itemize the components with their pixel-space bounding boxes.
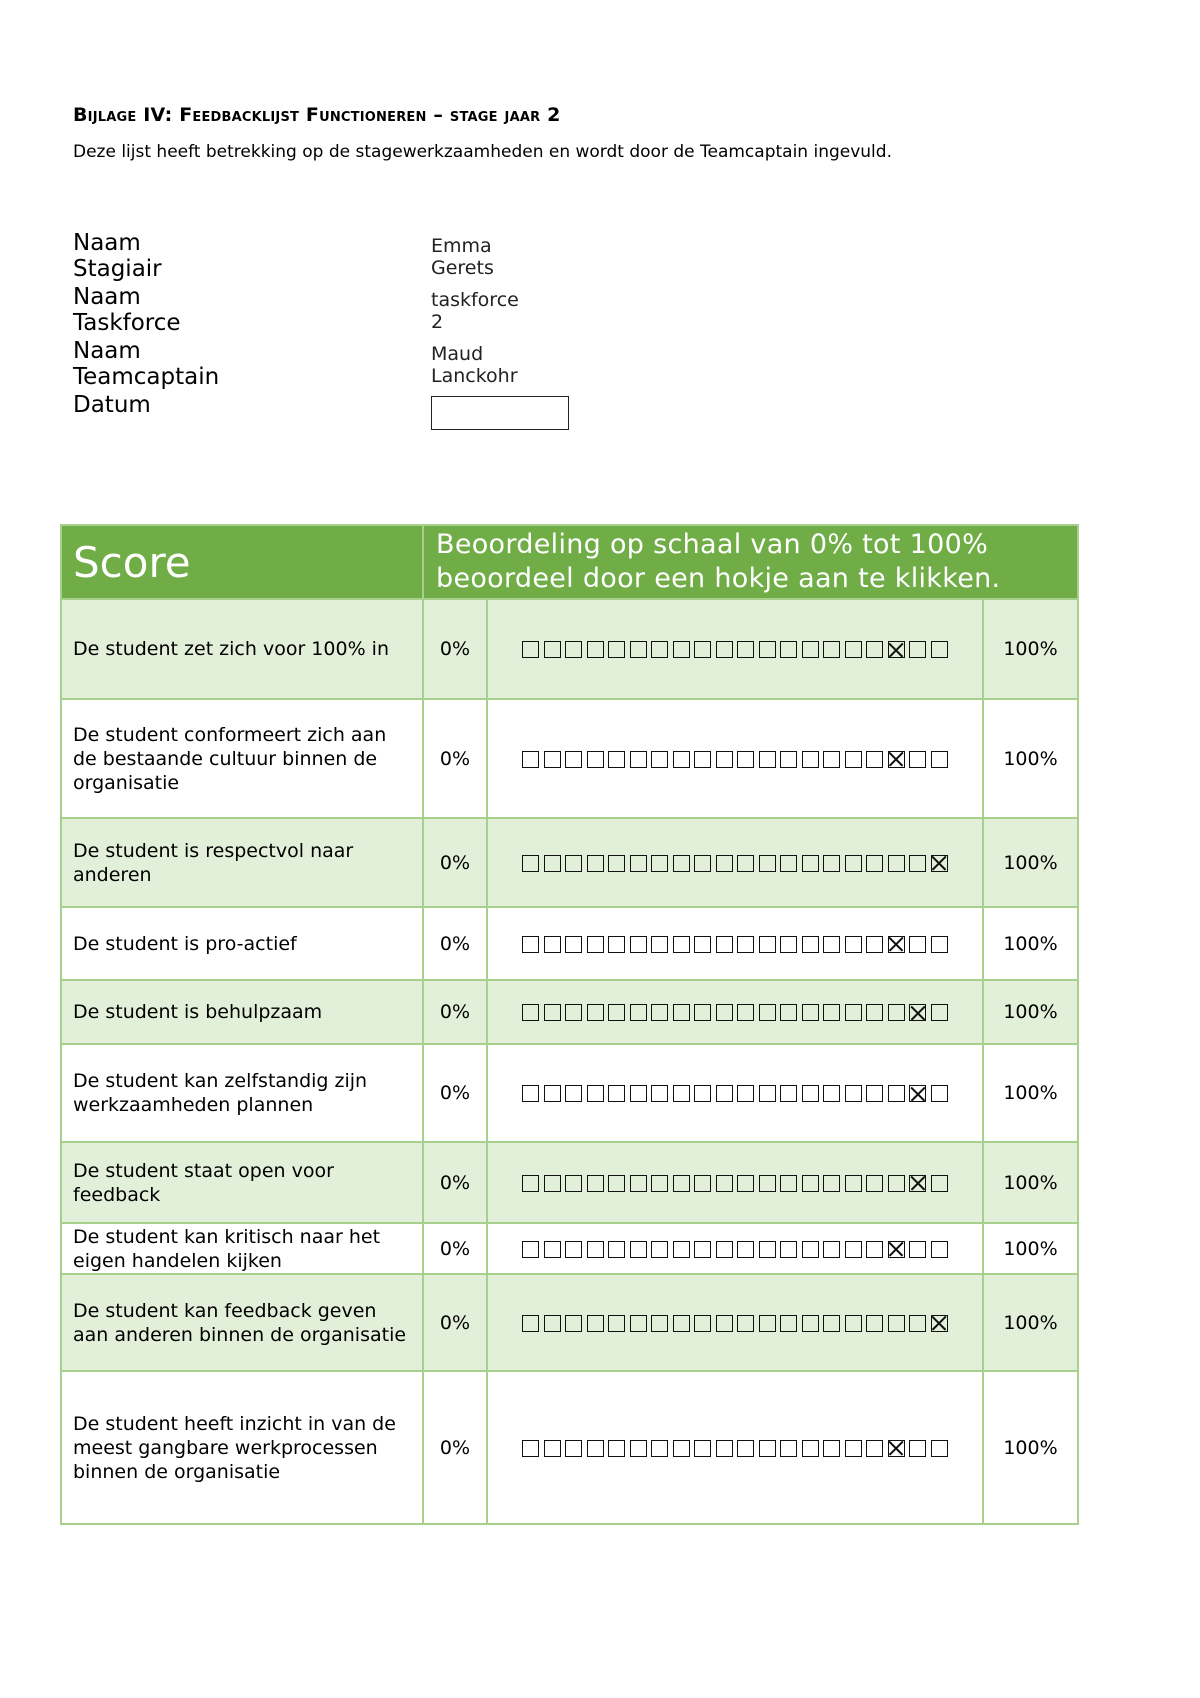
- scale-instruction-line2: beoordeel door een hokje aan te klikken.: [436, 563, 1001, 594]
- rating-checkbox[interactable]: [802, 751, 819, 768]
- rating-checkbox[interactable]: [845, 1085, 862, 1102]
- rating-checkbox-checked[interactable]: [931, 855, 948, 872]
- rating-checkbox[interactable]: [716, 1440, 733, 1457]
- rating-checkbox[interactable]: [737, 1241, 754, 1258]
- scale-max-label: 100%: [983, 980, 1078, 1044]
- rating-checkbox[interactable]: [608, 1315, 625, 1332]
- rating-checkbox-group: [487, 1274, 983, 1371]
- rating-checkbox[interactable]: [737, 1315, 754, 1332]
- rating-checkbox-checked[interactable]: [909, 1085, 926, 1102]
- rating-checkbox-group: [487, 980, 983, 1044]
- score-row: [61, 1371, 1078, 1524]
- rating-checkbox[interactable]: [587, 641, 604, 658]
- rating-checkbox[interactable]: [802, 641, 819, 658]
- rating-checkbox[interactable]: [651, 1241, 668, 1258]
- taskforce-field[interactable]: taskforce 2: [431, 289, 519, 333]
- rating-checkbox[interactable]: [845, 751, 862, 768]
- rating-checkbox[interactable]: [630, 641, 647, 658]
- score-header: Score: [61, 525, 423, 599]
- rating-checkbox[interactable]: [866, 1004, 883, 1021]
- rating-checkbox-checked[interactable]: [909, 1004, 926, 1021]
- rating-checkbox[interactable]: [759, 1175, 776, 1192]
- rating-checkbox[interactable]: [694, 1175, 711, 1192]
- datum-field[interactable]: [431, 396, 569, 430]
- rating-checkbox-group: [487, 1142, 983, 1223]
- rating-checkbox[interactable]: [716, 1315, 733, 1332]
- rating-checkbox[interactable]: [888, 1315, 905, 1332]
- rating-checkbox[interactable]: [737, 751, 754, 768]
- rating-checkbox[interactable]: [694, 1241, 711, 1258]
- rating-checkbox[interactable]: [694, 1004, 711, 1021]
- rating-checkbox[interactable]: [931, 936, 948, 953]
- rating-checkbox[interactable]: [888, 855, 905, 872]
- rating-checkbox[interactable]: [909, 936, 926, 953]
- rating-checkbox[interactable]: [608, 1241, 625, 1258]
- score-row: [61, 1142, 1078, 1223]
- rating-checkbox[interactable]: [759, 936, 776, 953]
- rating-checkbox[interactable]: [759, 1440, 776, 1457]
- rating-checkbox[interactable]: [522, 936, 539, 953]
- rating-checkbox[interactable]: [909, 751, 926, 768]
- rating-checkbox[interactable]: [823, 855, 840, 872]
- rating-checkbox[interactable]: [608, 641, 625, 658]
- criterion-label: De student zet zich voor 100% in: [61, 599, 423, 699]
- rating-checkbox[interactable]: [866, 1085, 883, 1102]
- rating-checkbox[interactable]: [522, 1085, 539, 1102]
- rating-checkbox[interactable]: [630, 1175, 647, 1192]
- rating-checkbox[interactable]: [522, 1004, 539, 1021]
- score-row: [61, 699, 1078, 818]
- rating-checkbox-group: [487, 1044, 983, 1142]
- rating-checkbox[interactable]: [802, 1175, 819, 1192]
- rating-checkbox[interactable]: [587, 1241, 604, 1258]
- rating-checkbox[interactable]: [759, 641, 776, 658]
- rating-checkbox[interactable]: [716, 936, 733, 953]
- rating-checkbox[interactable]: [802, 1315, 819, 1332]
- rating-checkbox[interactable]: [630, 1004, 647, 1021]
- criterion-label: De student is behulpzaam: [61, 980, 423, 1044]
- rating-checkbox[interactable]: [931, 641, 948, 658]
- rating-checkbox[interactable]: [673, 1004, 690, 1021]
- rating-checkbox[interactable]: [931, 751, 948, 768]
- rating-checkbox[interactable]: [823, 1085, 840, 1102]
- rating-checkbox[interactable]: [845, 1004, 862, 1021]
- rating-checkbox[interactable]: [716, 1241, 733, 1258]
- rating-checkbox[interactable]: [565, 1315, 582, 1332]
- scale-max-label: 100%: [983, 1223, 1078, 1274]
- rating-checkbox[interactable]: [608, 1004, 625, 1021]
- rating-checkbox[interactable]: [737, 936, 754, 953]
- rating-checkbox-row: [522, 1440, 948, 1457]
- rating-checkbox[interactable]: [737, 1440, 754, 1457]
- rating-checkbox[interactable]: [651, 1440, 668, 1457]
- rating-checkbox[interactable]: [587, 1004, 604, 1021]
- rating-checkbox[interactable]: [673, 1315, 690, 1332]
- rating-checkbox[interactable]: [565, 641, 582, 658]
- rating-checkbox[interactable]: [737, 641, 754, 658]
- rating-checkbox[interactable]: [544, 1004, 561, 1021]
- rating-checkbox[interactable]: [544, 1085, 561, 1102]
- scale-max-label: 100%: [983, 1274, 1078, 1371]
- score-row: [61, 599, 1078, 699]
- rating-checkbox-checked[interactable]: [931, 1315, 948, 1332]
- rating-checkbox[interactable]: [522, 1175, 539, 1192]
- rating-checkbox[interactable]: [630, 1241, 647, 1258]
- rating-checkbox[interactable]: [673, 1241, 690, 1258]
- rating-checkbox[interactable]: [823, 1175, 840, 1192]
- rating-checkbox[interactable]: [673, 1085, 690, 1102]
- rating-checkbox[interactable]: [759, 1085, 776, 1102]
- teamcaptain-field[interactable]: Maud Lanckohr: [431, 343, 518, 387]
- rating-checkbox[interactable]: [909, 855, 926, 872]
- scale-min-label: 0%: [423, 1274, 487, 1371]
- score-row: [61, 1044, 1078, 1142]
- rating-checkbox[interactable]: [544, 855, 561, 872]
- rating-checkbox-row: [522, 1175, 948, 1192]
- page-title: Bijlage IV: Feedbacklijst Functioneren – stage jaar 2: [73, 104, 561, 126]
- rating-checkbox[interactable]: [608, 936, 625, 953]
- rating-checkbox[interactable]: [651, 936, 668, 953]
- score-table-header: [61, 525, 1078, 599]
- rating-checkbox[interactable]: [866, 751, 883, 768]
- criterion-label: De student conformeert zich aan de bestaande cultuur binnen de organisatie: [61, 699, 423, 818]
- rating-checkbox[interactable]: [630, 936, 647, 953]
- rating-checkbox[interactable]: [544, 936, 561, 953]
- scale-instruction-header: [423, 525, 1078, 599]
- rating-checkbox[interactable]: [565, 1004, 582, 1021]
- rating-checkbox[interactable]: [737, 855, 754, 872]
- rating-checkbox[interactable]: [888, 1004, 905, 1021]
- rating-checkbox[interactable]: [780, 1315, 797, 1332]
- criterion-label: De student kan zelfstandig zijn werkzaamheden plannen: [61, 1044, 423, 1142]
- rating-checkbox[interactable]: [694, 1315, 711, 1332]
- criterion-label: De student is pro-actief: [61, 907, 423, 980]
- rating-checkbox[interactable]: [608, 855, 625, 872]
- rating-checkbox[interactable]: [565, 936, 582, 953]
- rating-checkbox[interactable]: [673, 855, 690, 872]
- rating-checkbox[interactable]: [716, 1085, 733, 1102]
- rating-checkbox[interactable]: [802, 1085, 819, 1102]
- rating-checkbox[interactable]: [759, 1241, 776, 1258]
- rating-checkbox[interactable]: [608, 1440, 625, 1457]
- rating-checkbox[interactable]: [630, 1315, 647, 1332]
- rating-checkbox[interactable]: [845, 1315, 862, 1332]
- rating-checkbox[interactable]: [909, 641, 926, 658]
- rating-checkbox-row: [522, 855, 948, 872]
- rating-checkbox[interactable]: [845, 936, 862, 953]
- rating-checkbox[interactable]: [522, 1315, 539, 1332]
- rating-checkbox[interactable]: [780, 936, 797, 953]
- rating-checkbox[interactable]: [759, 751, 776, 768]
- datum-label: Datum: [73, 392, 151, 418]
- rating-checkbox[interactable]: [587, 855, 604, 872]
- rating-checkbox[interactable]: [630, 1440, 647, 1457]
- criterion-label: De student staat open voor feedback: [61, 1142, 423, 1223]
- rating-checkbox[interactable]: [866, 1315, 883, 1332]
- rating-checkbox[interactable]: [802, 936, 819, 953]
- criterion-label: De student heeft inzicht in van de meest gangbare werkprocessen binnen de organisatie: [61, 1371, 423, 1524]
- scale-max-label: 100%: [983, 699, 1078, 818]
- rating-checkbox[interactable]: [802, 1440, 819, 1457]
- criterion-label: De student kan kritisch naar het eigen handelen kijken: [61, 1223, 423, 1274]
- rating-checkbox[interactable]: [522, 1440, 539, 1457]
- rating-checkbox[interactable]: [780, 855, 797, 872]
- rating-checkbox[interactable]: [608, 751, 625, 768]
- rating-checkbox[interactable]: [909, 1241, 926, 1258]
- rating-checkbox[interactable]: [544, 641, 561, 658]
- rating-checkbox[interactable]: [630, 1085, 647, 1102]
- stagiair-label: Naam Stagiair: [73, 230, 162, 282]
- rating-checkbox[interactable]: [802, 1241, 819, 1258]
- rating-checkbox[interactable]: [673, 936, 690, 953]
- rating-checkbox[interactable]: [608, 1175, 625, 1192]
- rating-checkbox-checked[interactable]: [888, 751, 905, 768]
- rating-checkbox-checked[interactable]: [888, 936, 905, 953]
- rating-checkbox[interactable]: [802, 1004, 819, 1021]
- rating-checkbox[interactable]: [673, 1175, 690, 1192]
- rating-checkbox[interactable]: [866, 641, 883, 658]
- rating-checkbox[interactable]: [651, 1175, 668, 1192]
- rating-checkbox[interactable]: [802, 855, 819, 872]
- scale-min-label: 0%: [423, 1371, 487, 1524]
- rating-checkbox[interactable]: [565, 855, 582, 872]
- rating-checkbox[interactable]: [737, 1175, 754, 1192]
- rating-checkbox-row: [522, 1315, 948, 1332]
- rating-checkbox[interactable]: [931, 1085, 948, 1102]
- rating-checkbox[interactable]: [866, 1175, 883, 1192]
- score-table: [60, 524, 1079, 1525]
- rating-checkbox[interactable]: [931, 1440, 948, 1457]
- rating-checkbox[interactable]: [587, 751, 604, 768]
- rating-checkbox[interactable]: [673, 641, 690, 658]
- rating-checkbox[interactable]: [823, 1315, 840, 1332]
- score-row: [61, 980, 1078, 1044]
- rating-checkbox-checked[interactable]: [888, 641, 905, 658]
- rating-checkbox-group: [487, 907, 983, 980]
- rating-checkbox[interactable]: [651, 855, 668, 872]
- rating-checkbox[interactable]: [759, 855, 776, 872]
- rating-checkbox[interactable]: [544, 1175, 561, 1192]
- rating-checkbox[interactable]: [565, 1175, 582, 1192]
- rating-checkbox[interactable]: [651, 1085, 668, 1102]
- rating-checkbox[interactable]: [737, 1085, 754, 1102]
- scale-instruction-line1: Beoordeling op schaal van 0% tot 100%: [436, 529, 989, 560]
- scale-max-label: 100%: [983, 1142, 1078, 1223]
- rating-checkbox[interactable]: [587, 936, 604, 953]
- rating-checkbox[interactable]: [845, 1175, 862, 1192]
- stagiair-field[interactable]: Emma Gerets: [431, 235, 494, 279]
- rating-checkbox-group: [487, 699, 983, 818]
- scale-min-label: 0%: [423, 1142, 487, 1223]
- intro-text: Deze lijst heeft betrekking op de stagewerkzaamheden en wordt door de Teamcaptain ingevuld.: [73, 142, 892, 162]
- rating-checkbox[interactable]: [544, 1440, 561, 1457]
- rating-checkbox[interactable]: [716, 1175, 733, 1192]
- rating-checkbox[interactable]: [673, 1440, 690, 1457]
- rating-checkbox[interactable]: [780, 1004, 797, 1021]
- rating-checkbox[interactable]: [737, 1004, 754, 1021]
- rating-checkbox[interactable]: [759, 1004, 776, 1021]
- rating-checkbox[interactable]: [780, 751, 797, 768]
- rating-checkbox[interactable]: [716, 751, 733, 768]
- scale-max-label: 100%: [983, 907, 1078, 980]
- rating-checkbox-row: [522, 936, 948, 953]
- teamcaptain-label: Naam Teamcaptain: [73, 338, 220, 390]
- scale-min-label: 0%: [423, 1044, 487, 1142]
- rating-checkbox[interactable]: [565, 1241, 582, 1258]
- rating-checkbox[interactable]: [888, 1085, 905, 1102]
- rating-checkbox-checked[interactable]: [888, 1440, 905, 1457]
- rating-checkbox[interactable]: [845, 1241, 862, 1258]
- rating-checkbox[interactable]: [823, 936, 840, 953]
- rating-checkbox-group: [487, 1223, 983, 1274]
- rating-checkbox[interactable]: [522, 751, 539, 768]
- criterion-label: De student is respectvol naar anderen: [61, 818, 423, 907]
- rating-checkbox[interactable]: [845, 641, 862, 658]
- rating-checkbox[interactable]: [780, 1241, 797, 1258]
- rating-checkbox[interactable]: [630, 751, 647, 768]
- rating-checkbox[interactable]: [587, 1175, 604, 1192]
- rating-checkbox-group: [487, 818, 983, 907]
- rating-checkbox-row: [522, 641, 948, 658]
- rating-checkbox[interactable]: [522, 641, 539, 658]
- rating-checkbox[interactable]: [780, 1085, 797, 1102]
- rating-checkbox[interactable]: [544, 751, 561, 768]
- score-rows: [61, 599, 1078, 1524]
- rating-checkbox[interactable]: [630, 855, 647, 872]
- rating-checkbox[interactable]: [673, 751, 690, 768]
- taskforce-label: Naam Taskforce: [73, 284, 181, 336]
- rating-checkbox[interactable]: [544, 1315, 561, 1332]
- rating-checkbox[interactable]: [780, 1440, 797, 1457]
- scale-min-label: 0%: [423, 1223, 487, 1274]
- rating-checkbox[interactable]: [931, 1241, 948, 1258]
- rating-checkbox[interactable]: [931, 1175, 948, 1192]
- rating-checkbox[interactable]: [866, 936, 883, 953]
- rating-checkbox[interactable]: [608, 1085, 625, 1102]
- rating-checkbox[interactable]: [716, 641, 733, 658]
- rating-checkbox-row: [522, 1004, 948, 1021]
- rating-checkbox[interactable]: [866, 1440, 883, 1457]
- rating-checkbox[interactable]: [694, 855, 711, 872]
- scale-min-label: 0%: [423, 818, 487, 907]
- rating-checkbox[interactable]: [823, 1004, 840, 1021]
- rating-checkbox[interactable]: [866, 855, 883, 872]
- scale-min-label: 0%: [423, 907, 487, 980]
- rating-checkbox-checked[interactable]: [909, 1175, 926, 1192]
- rating-checkbox[interactable]: [909, 1440, 926, 1457]
- rating-checkbox[interactable]: [823, 1241, 840, 1258]
- rating-checkbox[interactable]: [694, 751, 711, 768]
- score-row: [61, 818, 1078, 907]
- rating-checkbox[interactable]: [522, 1241, 539, 1258]
- rating-checkbox[interactable]: [587, 1085, 604, 1102]
- rating-checkbox[interactable]: [694, 641, 711, 658]
- rating-checkbox[interactable]: [845, 1440, 862, 1457]
- rating-checkbox[interactable]: [780, 641, 797, 658]
- rating-checkbox[interactable]: [651, 641, 668, 658]
- rating-checkbox[interactable]: [522, 855, 539, 872]
- rating-checkbox[interactable]: [823, 1440, 840, 1457]
- rating-checkbox-group: [487, 1371, 983, 1524]
- scale-max-label: 100%: [983, 599, 1078, 699]
- rating-checkbox-row: [522, 1241, 948, 1258]
- rating-checkbox[interactable]: [823, 751, 840, 768]
- rating-checkbox[interactable]: [651, 1315, 668, 1332]
- rating-checkbox[interactable]: [909, 1315, 926, 1332]
- rating-checkbox[interactable]: [544, 1241, 561, 1258]
- rating-checkbox[interactable]: [587, 1315, 604, 1332]
- rating-checkbox[interactable]: [587, 1440, 604, 1457]
- score-row: [61, 907, 1078, 980]
- rating-checkbox[interactable]: [651, 1004, 668, 1021]
- rating-checkbox-checked[interactable]: [888, 1241, 905, 1258]
- rating-checkbox[interactable]: [759, 1315, 776, 1332]
- rating-checkbox[interactable]: [866, 1241, 883, 1258]
- criterion-label: De student kan feedback geven aan anderen binnen de organisatie: [61, 1274, 423, 1371]
- rating-checkbox[interactable]: [845, 855, 862, 872]
- rating-checkbox[interactable]: [694, 936, 711, 953]
- scale-max-label: 100%: [983, 818, 1078, 907]
- rating-checkbox[interactable]: [716, 1004, 733, 1021]
- rating-checkbox-group: [487, 599, 983, 699]
- rating-checkbox-row: [522, 1085, 948, 1102]
- scale-min-label: 0%: [423, 980, 487, 1044]
- score-row: [61, 1274, 1078, 1371]
- rating-checkbox[interactable]: [888, 1175, 905, 1192]
- rating-checkbox[interactable]: [694, 1440, 711, 1457]
- scale-max-label: 100%: [983, 1044, 1078, 1142]
- scale-min-label: 0%: [423, 699, 487, 818]
- rating-checkbox[interactable]: [565, 1085, 582, 1102]
- rating-checkbox[interactable]: [823, 641, 840, 658]
- rating-checkbox[interactable]: [565, 1440, 582, 1457]
- scale-min-label: 0%: [423, 599, 487, 699]
- rating-checkbox-row: [522, 751, 948, 768]
- rating-checkbox[interactable]: [565, 751, 582, 768]
- rating-checkbox[interactable]: [780, 1175, 797, 1192]
- score-row: [61, 1223, 1078, 1274]
- rating-checkbox[interactable]: [931, 1004, 948, 1021]
- rating-checkbox[interactable]: [651, 751, 668, 768]
- rating-checkbox[interactable]: [694, 1085, 711, 1102]
- rating-checkbox[interactable]: [716, 855, 733, 872]
- scale-max-label: 100%: [983, 1371, 1078, 1524]
